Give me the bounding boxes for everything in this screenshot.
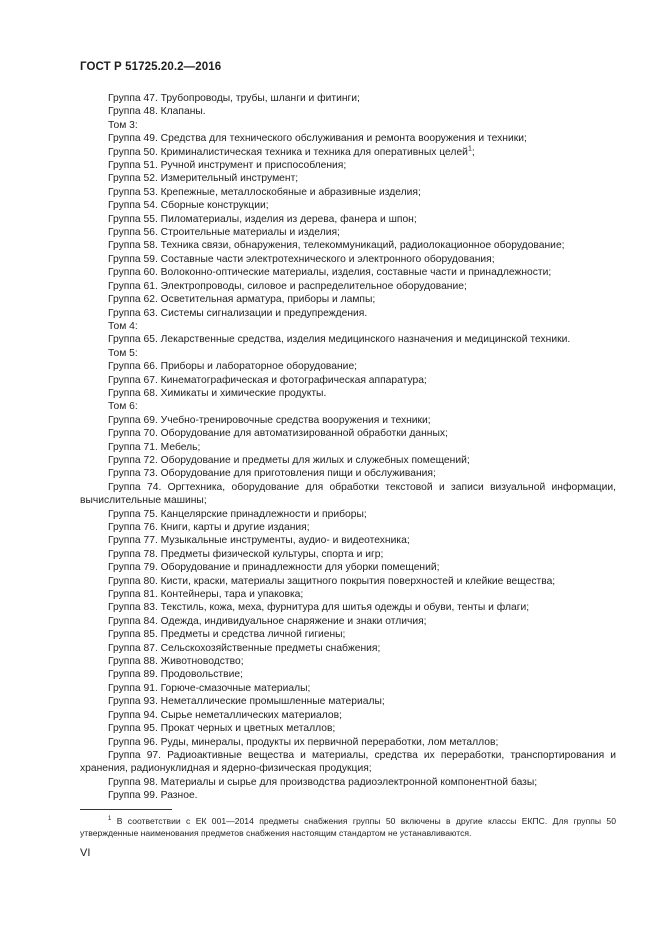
volume-heading: Том 4: [108,320,138,332]
list-line: Группа 73. Оборудование для приготовления пищи и обслуживания; [108,468,436,480]
list-line: Группа 78. Предметы физической культуры, спорта и игр; [108,548,384,560]
footnote-reference[interactable]: 1 [467,145,472,153]
volume-heading: Том 5: [108,347,138,359]
list-line: Группа 93. Неметаллические промышленные материалы; [108,696,385,708]
list-line: Группа 56. Строительные материалы и изделия; [108,227,340,239]
list-line: Группа 95. Прокат черных и цветных металлов; [108,723,336,735]
list-line: Группа 71. Мебель; [108,441,201,453]
list-line: Группа 81. Контейнеры, тара и упаковка; [108,589,304,601]
list-line: Группа 61. Электропроводы, силовое и распределительное оборудование; [108,280,467,292]
list-line: Группа 52. Измерительный инструмент; [108,173,299,185]
list-line: Группа 60. Волоконно-оптические материалы, изделия, составные части и принадлежности; [108,267,552,279]
group-list [80,92,616,803]
list-line: Группа 69. Учебно-тренировочные средства вооружения и техники; [108,414,431,426]
list-line: Группа 53. Крепежные, металлоскобяные и абразивные изделия; [108,186,421,198]
list-line: Группа 59. Составные части электротехнического и электронного оборудования; [108,253,495,265]
list-line: Группа 67. Кинематографическая и фотографическая аппаратура; [108,374,427,386]
list-line: Группа 91. Горюче-смазочные материалы; [108,682,311,694]
list-line: Группа 96. Руды, минералы, продукты их первичной переработки, лом металлов; [108,736,499,748]
list-line: Группа 58. Техника связи, обнаружения, телекоммуникаций, радиолокационное оборудование; [108,240,565,252]
list-line: Группа 48. Клапаны. [108,106,206,118]
volume-heading: Том 3: [108,119,138,131]
footnote [80,816,616,839]
list-line: Группа 70. Оборудование для автоматизированной обработки данных; [108,428,448,440]
list-line: Группа 87. Сельскохозяйственные предметы снабжения; [108,642,381,654]
footnote-divider [80,809,172,810]
list-line: Группа 75. Канцелярские принадлежности и приборы; [108,508,367,520]
list-line: Группа 99. Разное. [108,790,198,802]
list-line: Группа 55. Пиломатериалы, изделия из дерева, фанера и шпон; [108,213,417,225]
list-line: Группа 63. Системы сигнализации и предупреждения. [108,307,368,319]
list-line: Группа 68. Химикаты и химические продукты. [108,387,327,399]
list-line: Группа 76. Книги, карты и другие издания; [108,522,310,533]
list-line: Группа 66. Приборы и лабораторное оборудование; [108,361,358,373]
list-line: Группа 54. Сборные конструкции; [108,200,269,212]
list-line: Группа 72. Оборудование и предметы для жилых и служебных помещений; [108,454,470,466]
list-line: Группа 83. Текстиль, кожа, меха, фурнитура для шитья одежды и обуви, тенты и флаги; [108,602,530,614]
page-header: ГОСТ Р 51725.20.2—2016 [80,61,222,73]
list-line: Группа 77. Музыкальные инструменты, аудио- и видеотехника; [108,535,410,547]
list-line: Группа 80. Кисти, краски, материалы защитного покрытия поверхностей и клейкие вещества; [108,575,556,587]
list-line: Группа 94. Сырье неметаллических материалов; [108,709,342,721]
list-line: Группа 98. Материалы и сырье для производства радиоэлектронной компонентной базы; [108,776,538,788]
list-line-with-footnote: Группа 50. Криминалистическая техника и техника для оперативных целей$^1$; [108,145,475,158]
list-line: Группа 84. Одежда, индивидуальное снаряжение и знаки отличия; [108,615,427,627]
volume-heading: Том 6: [108,401,138,413]
list-line: Группа 65. Лекарственные средства, изделия медицинского назначения и медицинской техники. [108,334,571,346]
list-line: Группа 88. Животноводство; [108,656,244,668]
list-line: Группа 85. Предметы и средства личной гигиены; [108,629,346,641]
list-line: Группа 51. Ручной инструмент и приспособления; [108,160,347,172]
list-line: Группа 49. Средства для технического обслуживания и ремонта вооружения и техники; [108,133,527,145]
list-line: Группа 62. Осветительная арматура, приборы и лампы; [108,294,376,306]
list-line-wrapped: Группа 97. Радиоактивные вещества и материалы, средства их переработки, транспортирования и хранения, радионуклидная и ядерно-физическая продукция; [80,749,616,775]
footnote-text: В соответствии с ЕК 001—2014 предметы снабжения группы 50 включены в другие классы ЕКПС. Для группы 50 утвержденные наименования предметов снабжения настоящим стандартом не устанавливаются. [80,816,616,838]
footnote-marker: 1 [108,816,112,823]
list-line: Группа 89. Продовольствие; [108,669,243,681]
list-line: Группа 79. Оборудование и принадлежности для уборки помещений; [108,562,440,574]
list-line: Группа 47. Трубопроводы, трубы, шланги и фитинги; [108,93,360,104]
page-number: VI [80,847,91,859]
list-line-wrapped: Группа 74. Оргтехника, оборудование для обработки текстовой и записи визуальной информации, вычислительные машины; [80,481,616,507]
